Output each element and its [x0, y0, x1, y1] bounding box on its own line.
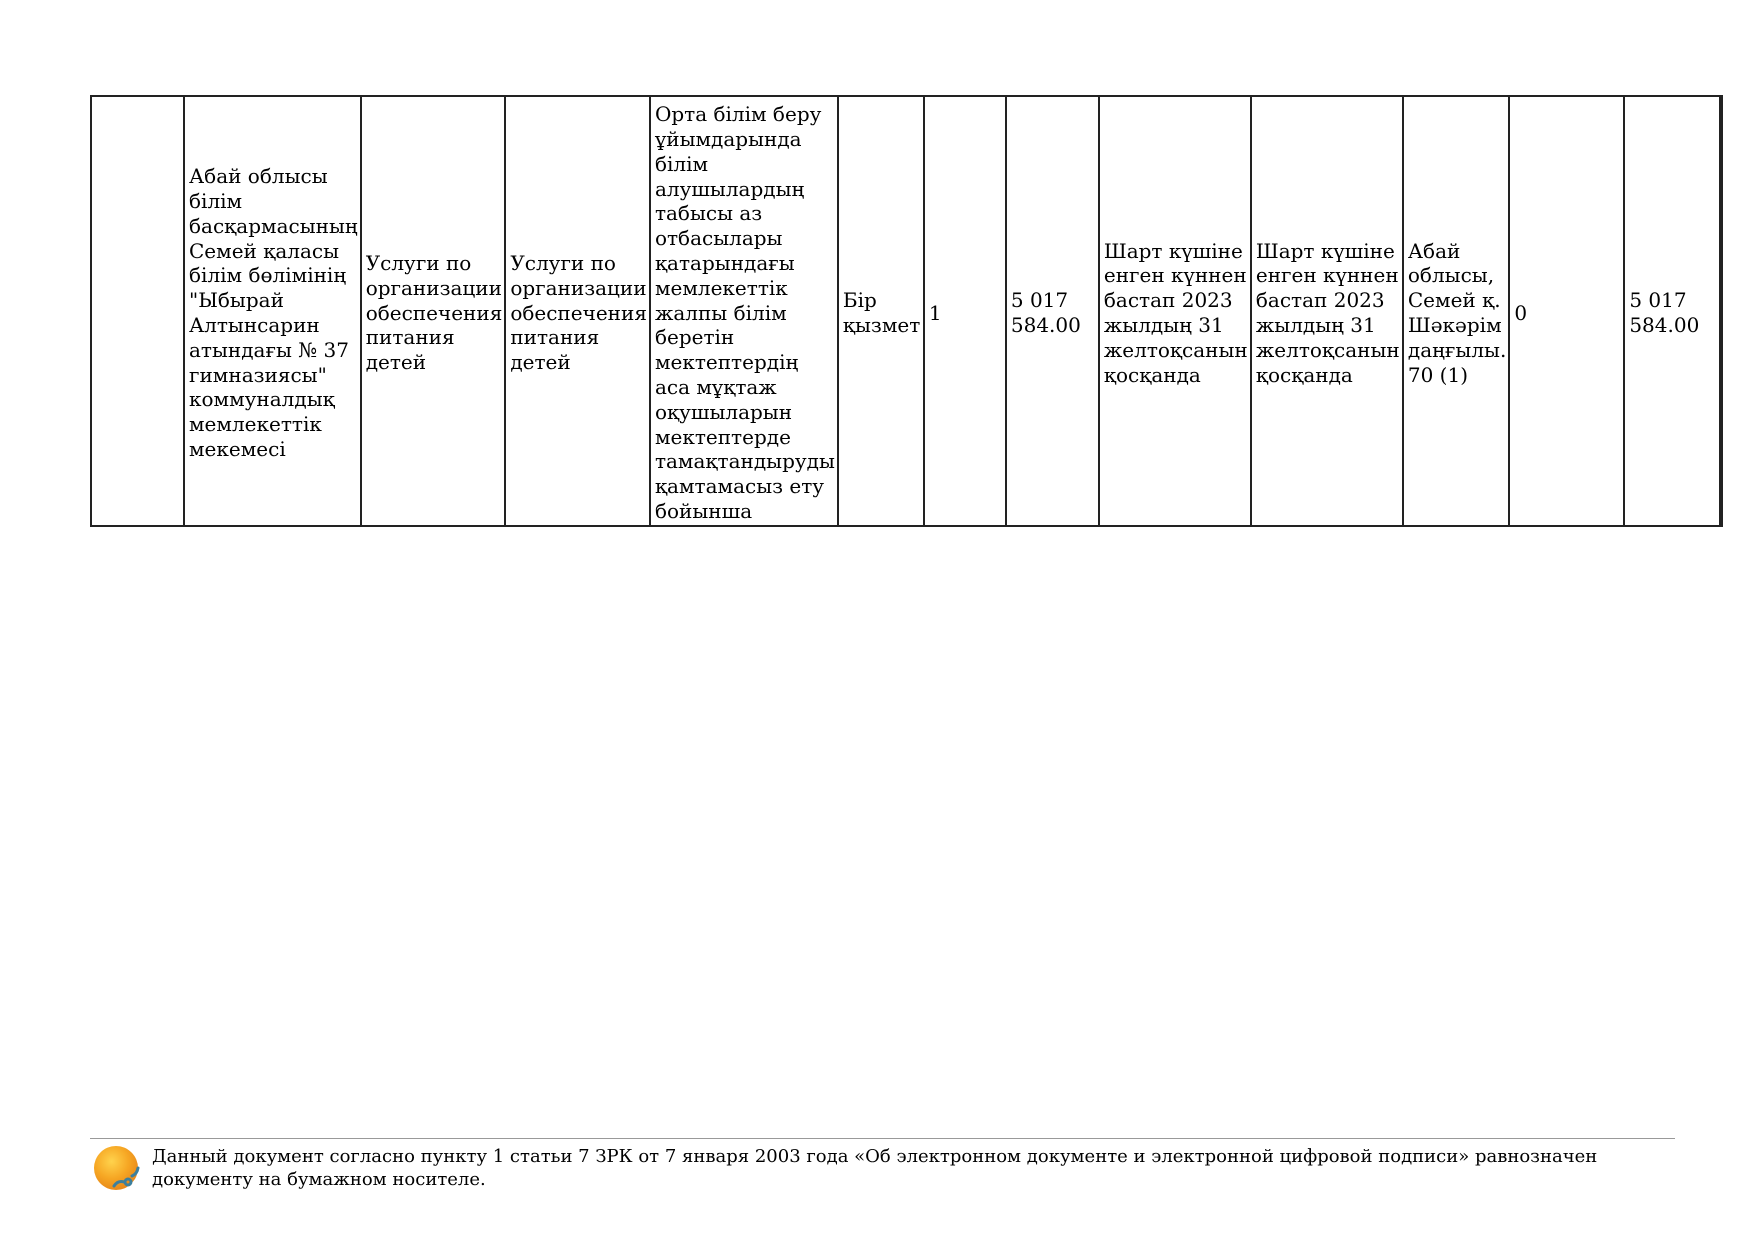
- cell-number: [91, 96, 184, 526]
- cell-quantity: 1: [924, 96, 1006, 526]
- legal-notice: Данный документ согласно пункту 1 статьи 7 ЗРК от 7 января 2003 года «Об электронном документе и электронной цифровой подписи» равнозначен документу на бумажном носителе.: [152, 1146, 1598, 1190]
- cell-additional-characteristic: Орта білім беру ұйымдарында білім алушылардың табысы аз отбасылары қатарындағы мемлекеттік жалпы білім беретін мектептердің аса мұқтаж оқушыларын мектептерде тамақтандыруды қамтамасыз ету бойынша: [650, 96, 838, 526]
- cell-delivery-term: Шарт күшіне енген күннен бастап 2023 жылдың 31 желтоқсанын қосқанда: [1099, 96, 1251, 526]
- cell-short-characteristic: Услуги по организации обеспечения питания детей: [505, 96, 650, 526]
- egov-sun-logo-icon: [92, 1142, 144, 1194]
- footer: [92, 1142, 1675, 1194]
- cell-unit: Бір қызмет: [838, 96, 924, 526]
- cell-total: 5 017 584.00: [1624, 96, 1721, 526]
- cell-customer: Абай облысы білім басқармасының Семей қаласы білім бөлімінің "Ыбырай Алтынсарин атындағы № 37 гимназиясы" коммуналдық мемлекеттік мекемесі: [184, 96, 361, 526]
- cell-delivery-place: Абай облысы, Семей қ. Шәкәрім даңғылы. 70 (1): [1403, 96, 1509, 526]
- cell-name-ru: Услуги по организации обеспечения питания детей: [361, 96, 506, 526]
- table-row: [91, 96, 1721, 526]
- cell-price: 5 017 584.00: [1006, 96, 1099, 526]
- cell-advance: 0: [1509, 96, 1624, 526]
- footer-divider: [90, 1138, 1675, 1139]
- procurement-table: [90, 95, 1723, 527]
- cell-delivery-term-2: Шарт күшіне енген күннен бастап 2023 жылдың 31 желтоқсанын қосқанда: [1251, 96, 1403, 526]
